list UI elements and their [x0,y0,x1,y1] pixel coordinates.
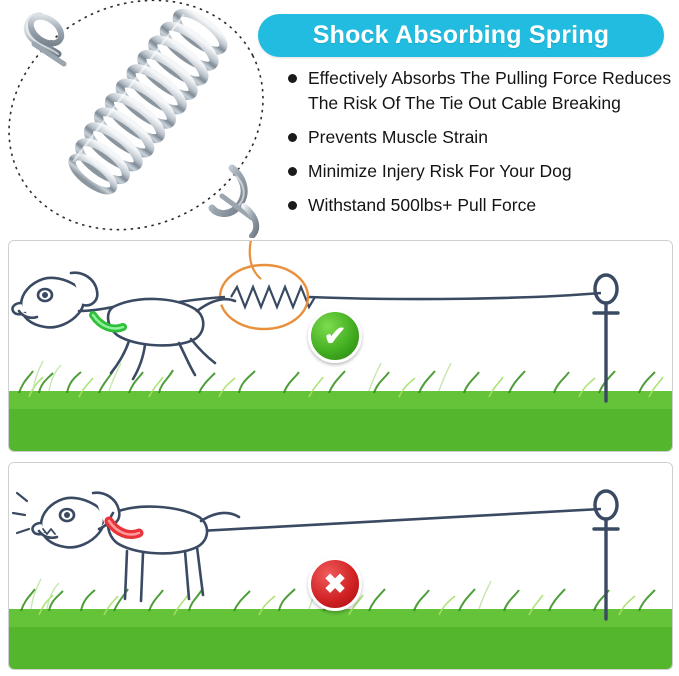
bullet-dot-icon [288,74,297,83]
bullet-dot-icon [288,201,297,210]
bullet-dot-icon [288,133,297,142]
feature-text: Effectively Absorbs The Pulling Force Reduces The Risk Of The Tie Out Cable Breaking [308,68,672,113]
check-icon: ✔ [323,320,347,351]
list-item [288,159,678,184]
status-badge-good [308,309,362,363]
shock-absorbing-spring-photo [0,0,272,238]
bullet-dot-icon [288,167,297,176]
feature-text: Minimize Injery Risk For Your Dog [308,161,572,181]
page-title: Shock Absorbing Spring [312,21,610,49]
list-item [288,125,678,150]
list-item [288,193,678,218]
feature-text: Withstand 500lbs+ Pull Force [308,195,537,215]
feature-text: Prevents Muscle Strain [308,127,488,147]
list-item [288,66,678,116]
feature-list [288,66,678,227]
cross-icon: ✖ [323,568,347,599]
status-badge-bad [308,557,362,611]
header-title-badge [258,14,664,57]
